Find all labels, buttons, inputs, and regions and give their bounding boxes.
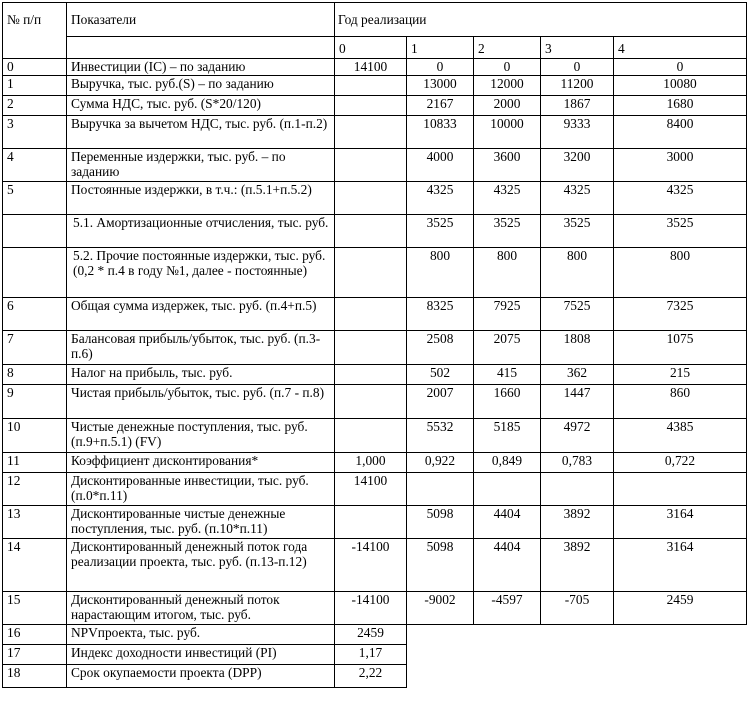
table-row — [3, 248, 747, 298]
row-value-year-3: 9333 — [541, 116, 614, 149]
row-value-year-2: 1660 — [474, 385, 541, 419]
table-row — [3, 419, 747, 453]
table-row — [3, 539, 747, 592]
row-number: 10 — [3, 419, 67, 453]
row-value-year-0 — [335, 419, 407, 453]
table-row — [3, 453, 747, 473]
row-value-year-3: 1867 — [541, 96, 614, 116]
table-row — [3, 96, 747, 116]
row-value-year-2: 3525 — [474, 215, 541, 248]
row-number: 14 — [3, 539, 67, 592]
table-row — [3, 298, 747, 331]
row-value-year-4: 860 — [614, 385, 747, 419]
row-value-year-3: 3892 — [541, 539, 614, 592]
row-value-year-1: 0 — [407, 59, 474, 76]
table-row — [3, 76, 747, 96]
row-value-year-3: 800 — [541, 248, 614, 298]
row-value-year-3: 0,783 — [541, 453, 614, 473]
row-value-year-2: 2075 — [474, 331, 541, 365]
row-value-year-3: 3892 — [541, 506, 614, 539]
row-value-year-4: 7325 — [614, 298, 747, 331]
row-value-year-1: 4000 — [407, 149, 474, 182]
row-value-year-4: 4385 — [614, 419, 747, 453]
row-label: Налог на прибыль, тыс. руб. — [67, 365, 335, 385]
row-label: Дисконтированный денежный поток нарастающим итогом, тыс. руб. — [67, 592, 335, 625]
summary-row — [3, 645, 747, 665]
row-label: Балансовая прибыль/убыток, тыс. руб. (п.3-п.6) — [67, 331, 335, 365]
summary-row — [3, 625, 747, 645]
row-value-year-0 — [335, 96, 407, 116]
summary-value: 2459 — [335, 625, 407, 645]
row-value-year-3 — [541, 473, 614, 506]
summary-value: 1,17 — [335, 645, 407, 665]
row-number: 12 — [3, 473, 67, 506]
row-value-year-1: 8325 — [407, 298, 474, 331]
row-value-year-3: 0 — [541, 59, 614, 76]
investment-table — [2, 2, 747, 688]
row-value-year-0 — [335, 298, 407, 331]
header-col-year: Год реализации — [335, 3, 747, 37]
row-value-year-4 — [614, 473, 747, 506]
row-value-year-2: 4404 — [474, 539, 541, 592]
row-label: Чистые денежные поступления, тыс. руб. (п.9+п.5.1) (FV) — [67, 419, 335, 453]
table-row — [3, 215, 747, 248]
row-value-year-1: 2508 — [407, 331, 474, 365]
header-row — [3, 3, 747, 37]
summary-number: 17 — [3, 645, 67, 665]
row-value-year-2: 5185 — [474, 419, 541, 453]
row-value-year-4: 1680 — [614, 96, 747, 116]
row-label: Выручка за вычетом НДС, тыс. руб. (п.1-п.2) — [67, 116, 335, 149]
row-value-year-4: 3525 — [614, 215, 747, 248]
row-value-year-4: 0 — [614, 59, 747, 76]
row-value-year-2: 4325 — [474, 182, 541, 215]
table-row — [3, 149, 747, 182]
row-value-year-4: 3000 — [614, 149, 747, 182]
summary-label: Индекс доходности инвестиций (PI) — [67, 645, 335, 665]
header-col-num: № п/п — [3, 3, 67, 59]
row-value-year-1: 2167 — [407, 96, 474, 116]
year-row — [3, 37, 747, 59]
row-value-year-2: -4597 — [474, 592, 541, 625]
table-row — [3, 331, 747, 365]
row-value-year-0 — [335, 182, 407, 215]
row-label: Постоянные издержки, в т.ч.: (п.5.1+п.5.2) — [67, 182, 335, 215]
row-value-year-2: 10000 — [474, 116, 541, 149]
row-value-year-0 — [335, 385, 407, 419]
row-label: 5.2. Прочие постоянные издержки, тыс. руб. (0,2 * п.4 в году №1, далее - постоянные) — [67, 248, 335, 298]
row-label: Инвестиции (IC) – по заданию — [67, 59, 335, 76]
row-label: Коэффициент дисконтирования* — [67, 453, 335, 473]
row-value-year-4: 8400 — [614, 116, 747, 149]
summary-blank — [407, 645, 747, 665]
row-value-year-2: 4404 — [474, 506, 541, 539]
row-number: 9 — [3, 385, 67, 419]
row-value-year-3: 7525 — [541, 298, 614, 331]
summary-value: 2,22 — [335, 665, 407, 688]
row-value-year-1: -9002 — [407, 592, 474, 625]
row-value-year-4: 10080 — [614, 76, 747, 96]
row-value-year-1: 502 — [407, 365, 474, 385]
row-value-year-0 — [335, 506, 407, 539]
row-number: 8 — [3, 365, 67, 385]
row-number — [3, 248, 67, 298]
row-value-year-2: 0 — [474, 59, 541, 76]
summary-number: 16 — [3, 625, 67, 645]
row-value-year-4: 4325 — [614, 182, 747, 215]
row-value-year-0 — [335, 116, 407, 149]
row-value-year-0 — [335, 331, 407, 365]
row-label: Общая сумма издержек, тыс. руб. (п.4+п.5) — [67, 298, 335, 331]
row-value-year-3: 3200 — [541, 149, 614, 182]
summary-label: Срок окупаемости проекта (DPP) — [67, 665, 335, 688]
row-number: 3 — [3, 116, 67, 149]
row-value-year-3: 11200 — [541, 76, 614, 96]
table-row — [3, 506, 747, 539]
row-value-year-1: 13000 — [407, 76, 474, 96]
row-label: 5.1. Амортизационные отчисления, тыс. руб. — [67, 215, 335, 248]
year-row-blank — [67, 37, 335, 59]
row-value-year-2: 415 — [474, 365, 541, 385]
row-value-year-0: -14100 — [335, 539, 407, 592]
row-value-year-1: 5532 — [407, 419, 474, 453]
row-value-year-2: 0,849 — [474, 453, 541, 473]
row-value-year-0 — [335, 76, 407, 96]
row-value-year-3: 4325 — [541, 182, 614, 215]
table-row — [3, 59, 747, 76]
year-cell: 1 — [407, 37, 474, 59]
row-value-year-2: 12000 — [474, 76, 541, 96]
row-number: 5 — [3, 182, 67, 215]
row-value-year-3: 4972 — [541, 419, 614, 453]
row-value-year-1: 2007 — [407, 385, 474, 419]
year-cell: 4 — [614, 37, 747, 59]
summary-blank — [407, 665, 747, 688]
row-value-year-4: 3164 — [614, 539, 747, 592]
row-number: 7 — [3, 331, 67, 365]
row-value-year-1 — [407, 473, 474, 506]
row-value-year-1: 0,922 — [407, 453, 474, 473]
row-value-year-0: -14100 — [335, 592, 407, 625]
summary-row — [3, 665, 747, 688]
table-row — [3, 182, 747, 215]
summary-blank — [407, 625, 747, 645]
row-value-year-3: 362 — [541, 365, 614, 385]
year-cell: 0 — [335, 37, 407, 59]
row-value-year-3: 1447 — [541, 385, 614, 419]
row-value-year-4: 800 — [614, 248, 747, 298]
summary-label: NPVпроекта, тыс. руб. — [67, 625, 335, 645]
row-value-year-4: 215 — [614, 365, 747, 385]
row-value-year-0 — [335, 215, 407, 248]
row-value-year-0 — [335, 149, 407, 182]
row-number: 13 — [3, 506, 67, 539]
row-value-year-2: 2000 — [474, 96, 541, 116]
row-value-year-0: 14100 — [335, 473, 407, 506]
row-value-year-2: 3600 — [474, 149, 541, 182]
row-number: 15 — [3, 592, 67, 625]
row-value-year-0 — [335, 248, 407, 298]
row-value-year-4: 1075 — [614, 331, 747, 365]
row-value-year-1: 5098 — [407, 539, 474, 592]
row-number: 1 — [3, 76, 67, 96]
row-value-year-3: 3525 — [541, 215, 614, 248]
row-value-year-1: 5098 — [407, 506, 474, 539]
row-number — [3, 215, 67, 248]
row-number: 4 — [3, 149, 67, 182]
row-value-year-4: 0,722 — [614, 453, 747, 473]
row-value-year-2: 800 — [474, 248, 541, 298]
row-label: Дисконтированные чистые денежные поступления, тыс. руб. (п.10*п.11) — [67, 506, 335, 539]
row-value-year-2 — [474, 473, 541, 506]
row-label: Дисконтированные инвестиции, тыс. руб. (п.0*п.11) — [67, 473, 335, 506]
row-label: Сумма НДС, тыс. руб. (S*20/120) — [67, 96, 335, 116]
row-value-year-4: 2459 — [614, 592, 747, 625]
table-row — [3, 116, 747, 149]
row-value-year-0: 14100 — [335, 59, 407, 76]
row-value-year-1: 3525 — [407, 215, 474, 248]
row-label: Дисконтированный денежный поток года реализации проекта, тыс. руб. (п.13-п.12) — [67, 539, 335, 592]
row-value-year-1: 4325 — [407, 182, 474, 215]
row-number: 0 — [3, 59, 67, 76]
table-row — [3, 473, 747, 506]
row-label: Выручка, тыс. руб.(S) – по заданию — [67, 76, 335, 96]
row-label: Переменные издержки, тыс. руб. – по заданию — [67, 149, 335, 182]
table-row — [3, 385, 747, 419]
year-cell: 3 — [541, 37, 614, 59]
row-number: 2 — [3, 96, 67, 116]
row-label: Чистая прибыль/убыток, тыс. руб. (п.7 - п.8) — [67, 385, 335, 419]
row-value-year-2: 7925 — [474, 298, 541, 331]
summary-number: 18 — [3, 665, 67, 688]
row-value-year-1: 10833 — [407, 116, 474, 149]
row-value-year-1: 800 — [407, 248, 474, 298]
row-value-year-0 — [335, 365, 407, 385]
row-value-year-0: 1,000 — [335, 453, 407, 473]
year-cell: 2 — [474, 37, 541, 59]
table-row — [3, 592, 747, 625]
row-value-year-3: -705 — [541, 592, 614, 625]
row-number: 11 — [3, 453, 67, 473]
row-number: 6 — [3, 298, 67, 331]
row-value-year-4: 3164 — [614, 506, 747, 539]
row-value-year-3: 1808 — [541, 331, 614, 365]
table-row — [3, 365, 747, 385]
header-col-indicator: Показатели — [67, 3, 335, 37]
